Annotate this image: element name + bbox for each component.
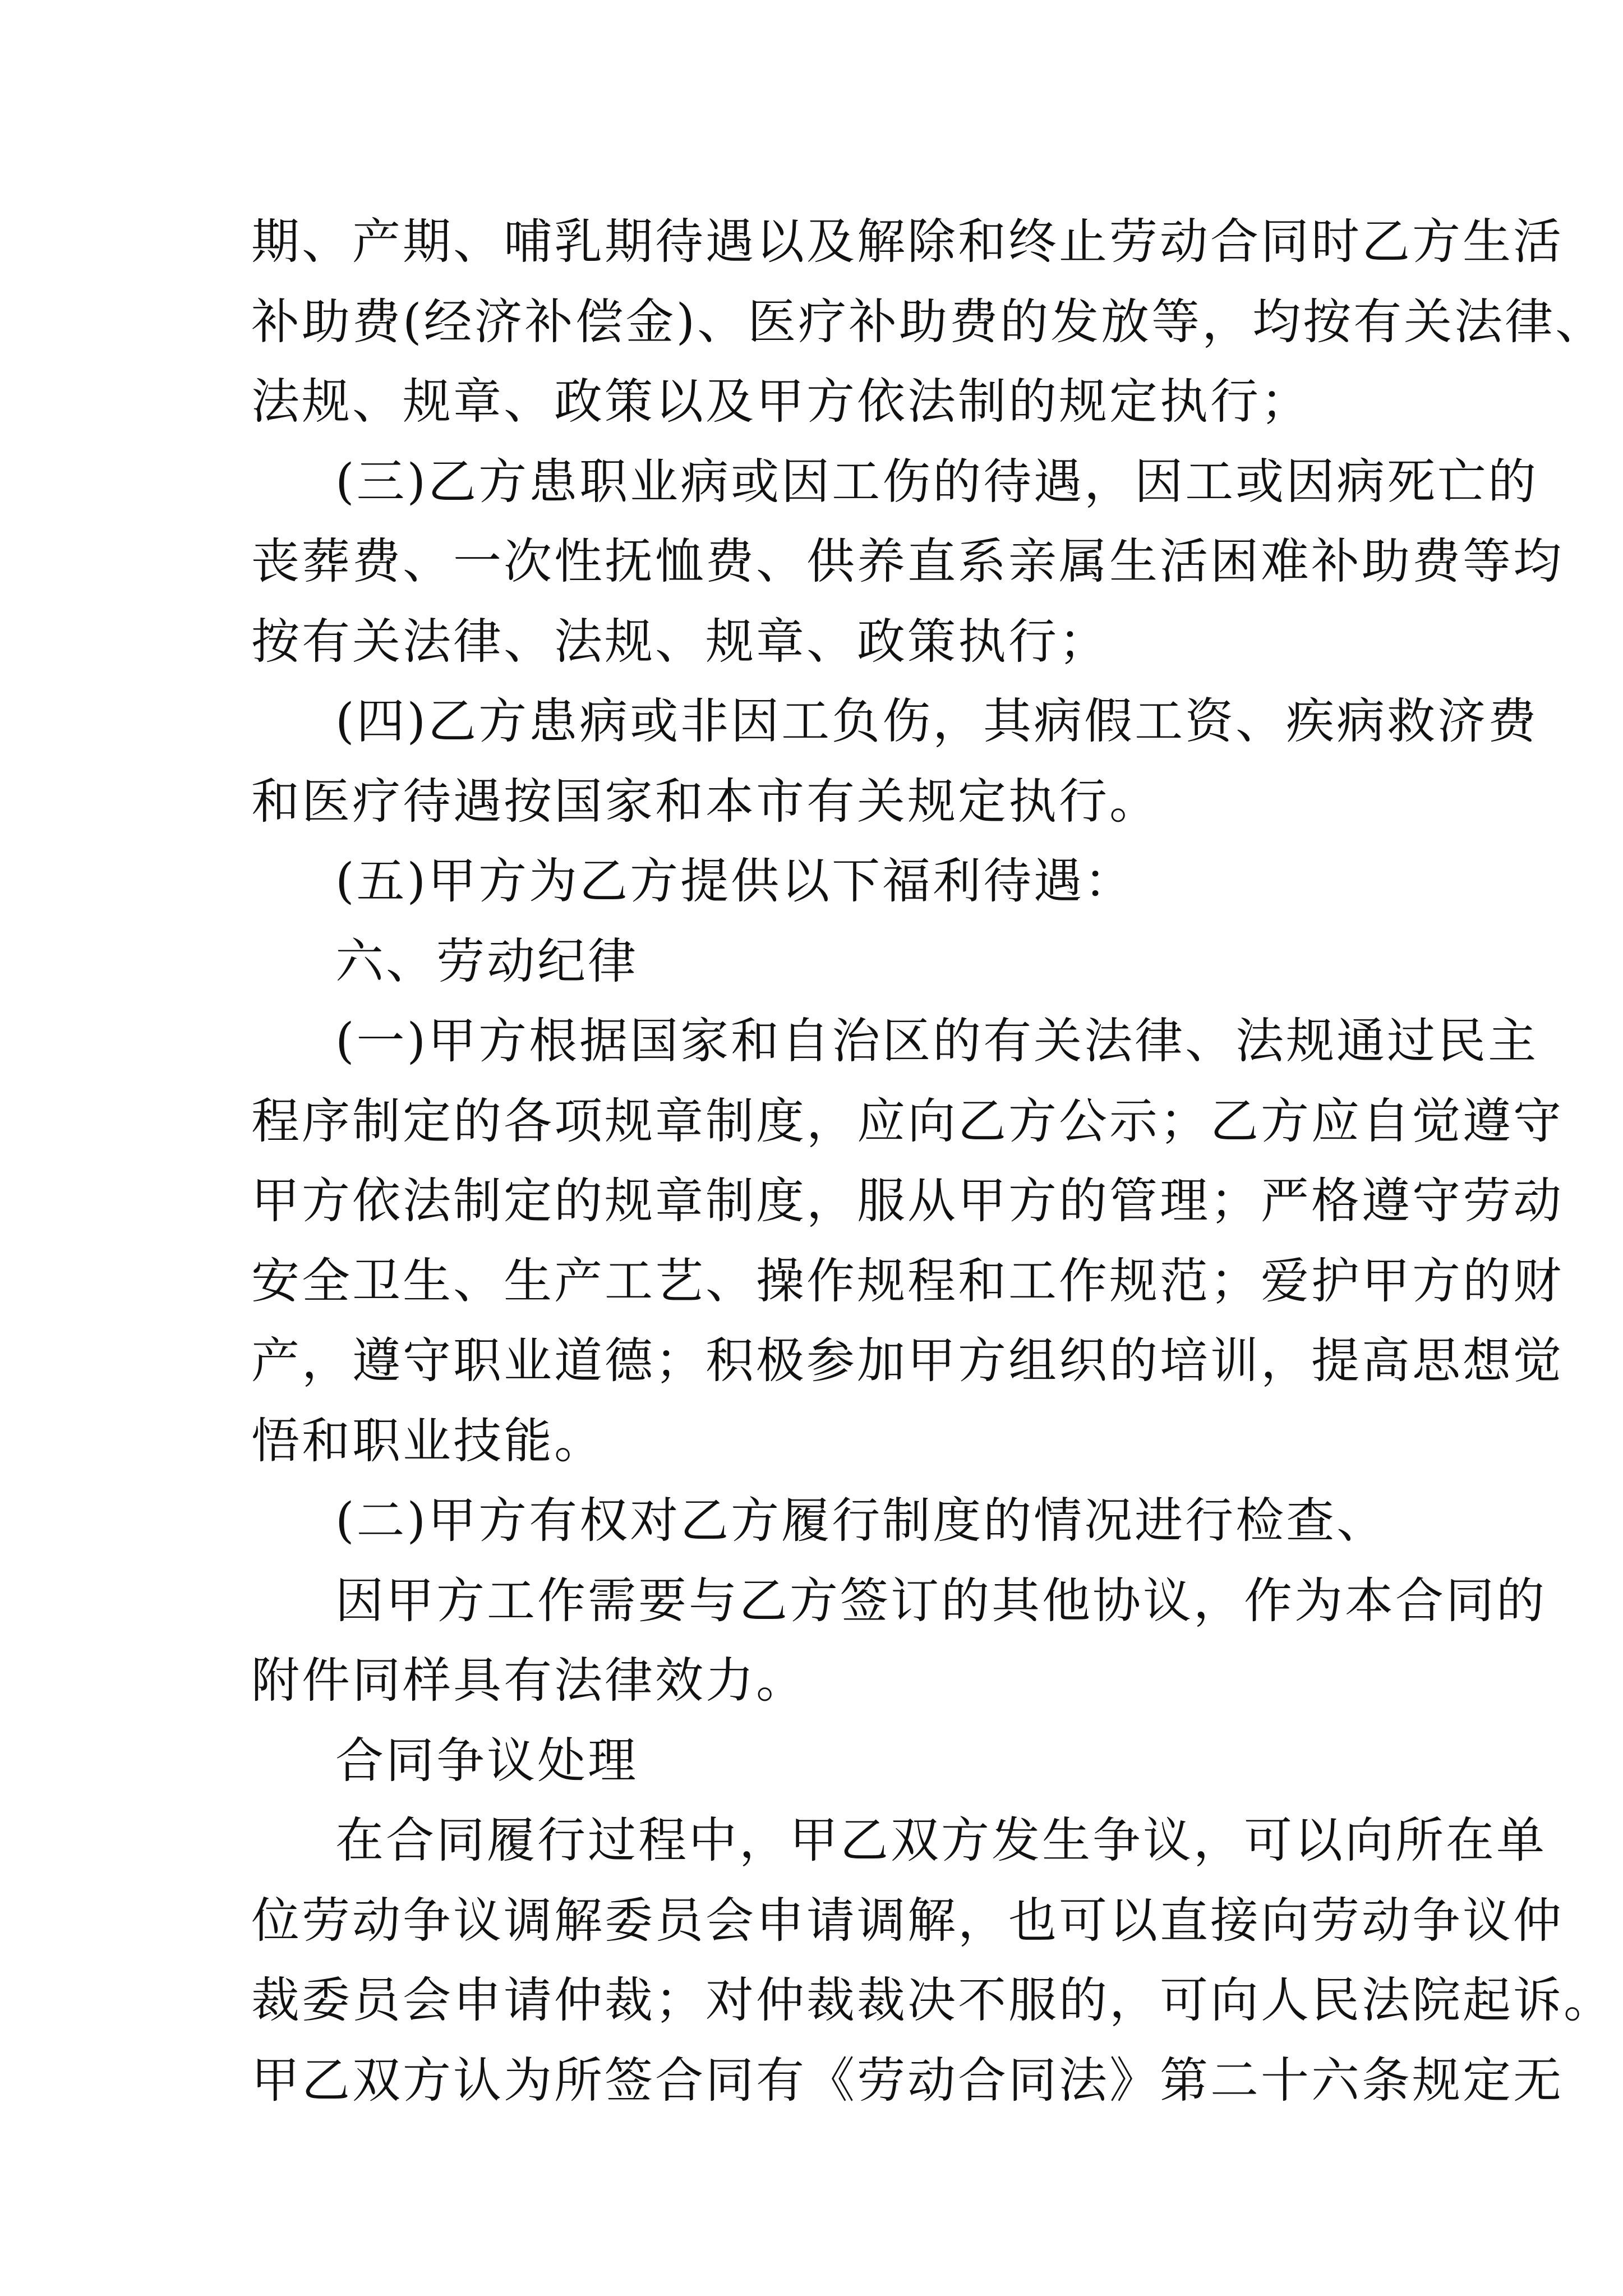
text-line: 安全卫生、生产工艺、操作规程和工作规范；爱护甲方的财: [251, 1253, 1564, 1309]
text-line: 甲方依法制定的规章制度，服从甲方的管理；严格遵守劳动: [251, 1173, 1564, 1229]
text-line: (二)甲方有权对乙方履行制度的情况进行检查、: [335, 1493, 1387, 1549]
section-heading: 六、劳动纪律: [335, 933, 638, 990]
text-line: 因甲方工作需要与乙方签订的其他协议，作为本合同的: [335, 1572, 1547, 1629]
text-line: 附件同样具有法律效力。: [251, 1653, 806, 1709]
text-line: (三)乙方患职业病或因工伤的待遇，因工或因病死亡的: [335, 453, 1539, 510]
text-line: 甲乙双方认为所签合同有《劳动合同法》第二十六条规定无: [251, 2052, 1564, 2109]
text-line: 丧葬费、一次性抚恤费、供养直系亲属生活困难补助费等均: [251, 533, 1564, 590]
text-line: (四)乙方患病或非因工负伤，其病假工资、疾病救济费: [335, 693, 1539, 749]
text-line: 悟和职业技能。: [251, 1412, 605, 1469]
text-line: 位劳动争议调解委员会申请调解，也可以直接向劳动争议仲: [251, 1892, 1564, 1949]
text-line: 产，遵守职业道德；积极参加甲方组织的培训，提高思想觉: [251, 1333, 1564, 1389]
section-heading: 合同争议处理: [335, 1732, 638, 1789]
text-line: 在合同履行过程中，甲乙双方发生争议，可以向所在单: [335, 1812, 1547, 1869]
text-line: (五)甲方为乙方提供以下福利待遇：: [335, 853, 1135, 909]
text-line: 程序制定的各项规章制度，应向乙方公示；乙方应自觉遵守: [251, 1093, 1564, 1149]
text-line: 按有关法律、法规、规章、政策执行；: [251, 613, 1109, 670]
text-line: 期、产期、哺乳期待遇以及解除和终止劳动合同时乙方生活: [251, 214, 1564, 270]
text-line: 和医疗待遇按国家和本市有关规定执行。: [251, 773, 1160, 830]
text-line: (一)甲方根据国家和自治区的有关法律、法规通过民主: [335, 1013, 1539, 1069]
document-body: [251, 202, 1614, 2120]
text-line: 法规、规章、政策以及甲方依法制的规定执行；: [251, 374, 1311, 430]
text-line: 补助费(经济补偿金)、医疗补助费的发放等，均按有关法律、: [251, 293, 1606, 350]
text-line: 裁委员会申请仲裁；对仲裁裁决不服的，可向人民法院起诉。: [251, 1972, 1614, 2028]
